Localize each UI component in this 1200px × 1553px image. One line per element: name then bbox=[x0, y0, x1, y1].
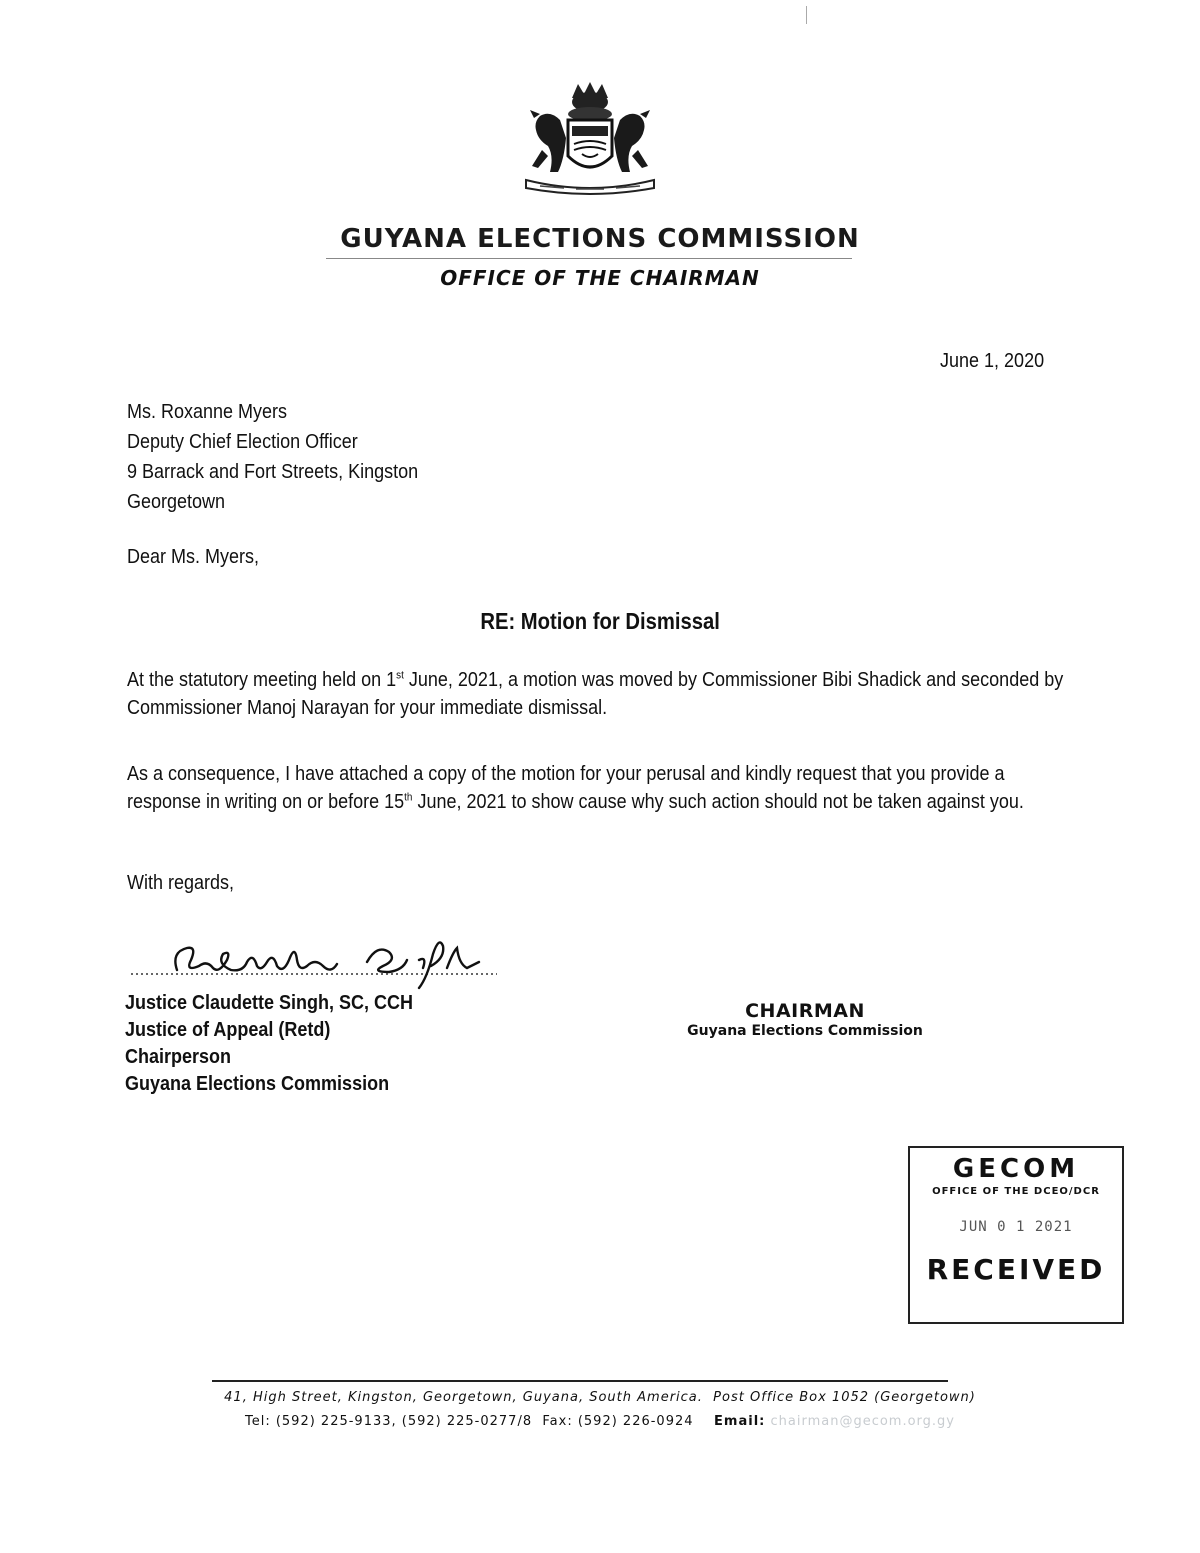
received-stamp-org: GECOM bbox=[952, 1154, 1080, 1184]
closing: With regards, bbox=[127, 872, 235, 894]
footer-fax: Fax: (592) 226-0924 bbox=[542, 1414, 694, 1429]
recipient-address bbox=[127, 397, 418, 517]
subject-line bbox=[0, 608, 1200, 635]
para2-text-b: June, 2021 to show cause why such action should not be taken against you. bbox=[412, 791, 1024, 813]
footer-address: 41, High Street, Kingston, Georgetown, Guyana, South America. bbox=[224, 1390, 703, 1405]
footer-email: chairman@gecom.org.gy bbox=[770, 1414, 955, 1429]
chairman-stamp bbox=[660, 1000, 950, 1039]
body-paragraph-1 bbox=[127, 666, 1072, 722]
signatory-block bbox=[125, 990, 413, 1098]
organization-name: GUYANA ELECTIONS COMMISSION bbox=[340, 224, 860, 254]
chairman-stamp-org: Guyana Elections Commission bbox=[687, 1023, 923, 1039]
para1-superscript: st bbox=[396, 669, 404, 682]
signatory-title: Justice of Appeal (Retd) bbox=[125, 1019, 331, 1041]
signatory-role: Chairperson bbox=[125, 1046, 232, 1068]
received-stamp bbox=[908, 1146, 1124, 1324]
footer-contact-line bbox=[0, 1414, 1200, 1429]
para1-text-b: June, 2021, a motion was moved by Commissioner Bibi Shadick and seconded by Commissioner Manoj Narayan for your immediate dismissal. bbox=[127, 669, 1064, 719]
chairman-stamp-title: CHAIRMAN bbox=[745, 1000, 865, 1022]
para1-text-a: At the statutory meeting held on 1 bbox=[127, 669, 397, 691]
recipient-street: 9 Barrack and Fort Streets, Kingston bbox=[127, 461, 419, 483]
para2-text-a: As a consequence, I have attached a copy of the motion for your perusal and kindly request that you provide a response in writing on or before 15 bbox=[127, 763, 1005, 813]
office-title: OFFICE OF THE CHAIRMAN bbox=[440, 266, 760, 290]
coat-of-arms-icon bbox=[520, 80, 660, 196]
footer-email-label: Email: bbox=[714, 1414, 766, 1429]
signatory-organization: Guyana Elections Commission bbox=[125, 1073, 390, 1095]
signatory-name: Justice Claudette Singh, SC, CCH bbox=[125, 992, 414, 1014]
footer-divider bbox=[212, 1380, 948, 1382]
recipient-name: Ms. Roxanne Myers bbox=[127, 401, 288, 423]
subject-text: RE: Motion for Dismissal bbox=[480, 608, 720, 634]
salutation: Dear Ms. Myers, bbox=[127, 546, 260, 568]
received-stamp-label: RECEIVED bbox=[926, 1253, 1106, 1286]
scan-mark bbox=[806, 6, 807, 24]
para2-superscript: th bbox=[404, 791, 413, 804]
handwritten-signature bbox=[127, 930, 507, 992]
footer-po-box: Post Office Box 1052 (Georgetown) bbox=[713, 1390, 976, 1405]
header-divider bbox=[326, 258, 852, 259]
received-stamp-office: OFFICE OF THE DCEO/DCR bbox=[932, 1186, 1100, 1197]
received-stamp-date: JUN 0 1 2021 bbox=[959, 1219, 1073, 1235]
letter-date: June 1, 2020 bbox=[940, 350, 1045, 372]
recipient-city: Georgetown bbox=[127, 491, 226, 513]
body-paragraph-2 bbox=[127, 760, 1072, 816]
footer-phones: Tel: (592) 225-9133, (592) 225-0277/8 bbox=[244, 1414, 533, 1429]
recipient-title: Deputy Chief Election Officer bbox=[127, 431, 358, 453]
footer-address-line bbox=[0, 1390, 1200, 1405]
